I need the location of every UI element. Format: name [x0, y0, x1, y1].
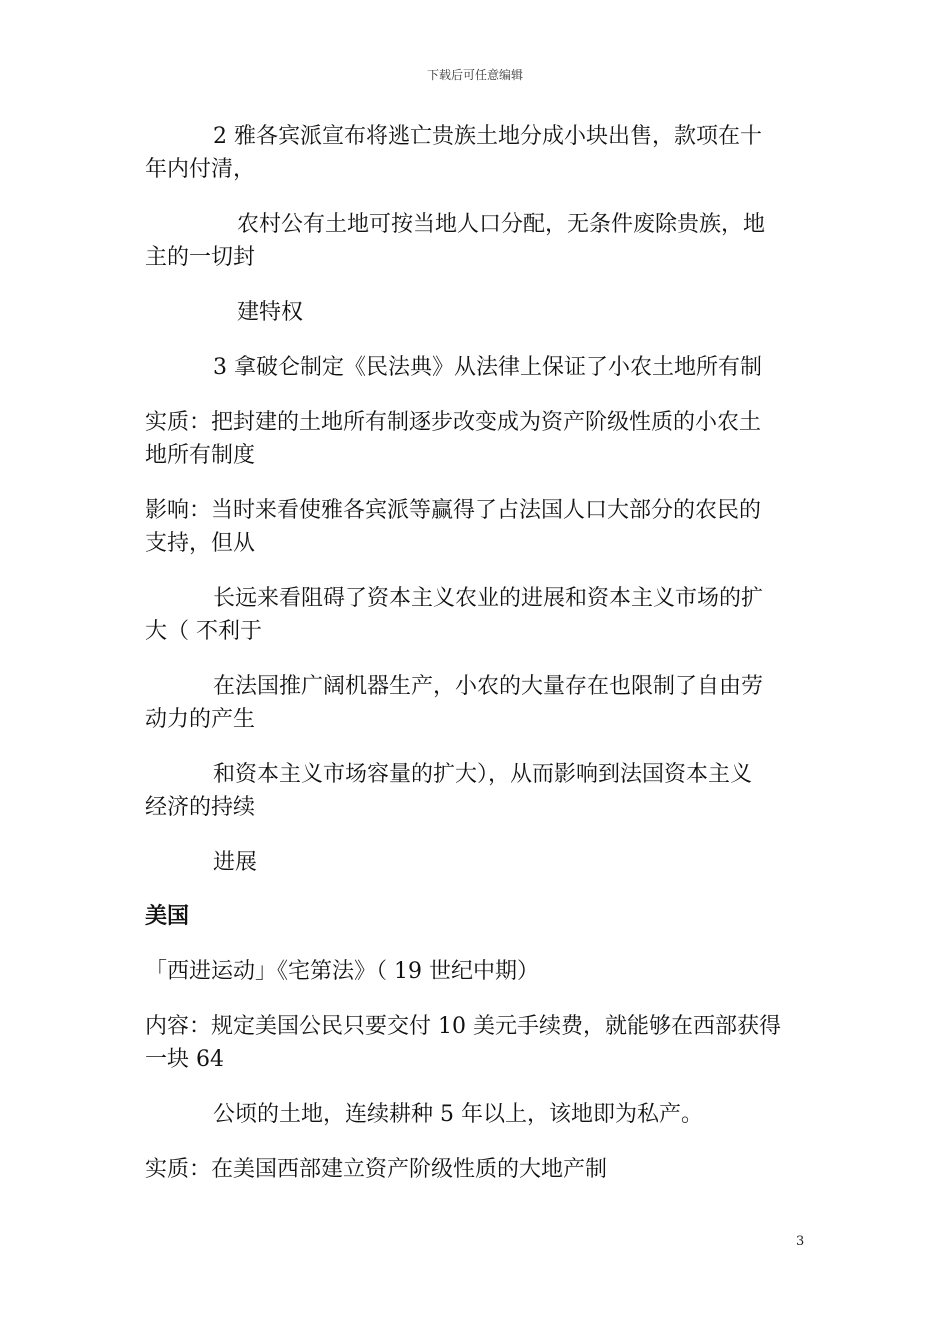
text-line: 内容：规定美国公民只要交付 10 美元手续费，就能够在西部获得 — [145, 1014, 781, 1039]
text-line: 地所有制度 — [145, 443, 256, 468]
text-line: 和资本主义市场容量的扩大），从而影响到法国资本主义 — [213, 762, 753, 787]
text-line: 主的一切封 — [145, 245, 256, 270]
page-header: 下载后可任意编辑 — [426, 68, 523, 82]
text-line: 一块 64 — [145, 1047, 224, 1072]
text-line: 实质：在美国西部建立资产阶级性质的大地产制 — [145, 1157, 608, 1182]
text-line: 进展 — [213, 850, 258, 875]
page-number: 3 — [796, 1234, 805, 1249]
text-line: 「西进运动」《宅第法》（ 19 世纪中期） — [145, 959, 539, 984]
text-line: 在法国推广阔机器生产，小农的大量存在也限制了自由劳 — [213, 674, 764, 699]
text-line: 影响：当时来看使雅各宾派等赢得了占法国人口大部分的农民的 — [145, 498, 762, 523]
text-line: 公顷的土地，连续耕种 5 年以上，该地即为私产。 — [213, 1102, 703, 1127]
text-line: 经济的持续 — [145, 795, 256, 820]
text-line: 实质：把封建的土地所有制逐步改变成为资产阶级性质的小农土 — [145, 410, 762, 435]
text-line: 动力的产生 — [145, 707, 256, 732]
text-line: 长远来看阻碍了资本主义农业的进展和资本主义市场的扩 — [213, 586, 764, 611]
text-line: 2 雅各宾派宣布将逃亡贵族土地分成小块出售，款项在十 — [213, 124, 762, 149]
text-line: 年内付清， — [145, 157, 256, 182]
text-line: 3 拿破仑制定《民法典》从法律上保证了小农土地所有制 — [213, 355, 762, 380]
text-line: 农村公有土地可按当地人口分配，无条件废除贵族，地 — [237, 212, 766, 237]
text-line: 大（ 不利于 — [145, 619, 262, 644]
section-heading: 美国 — [145, 904, 190, 929]
text-line: 建特权 — [237, 300, 304, 325]
text-line: 支持，但从 — [145, 531, 256, 556]
